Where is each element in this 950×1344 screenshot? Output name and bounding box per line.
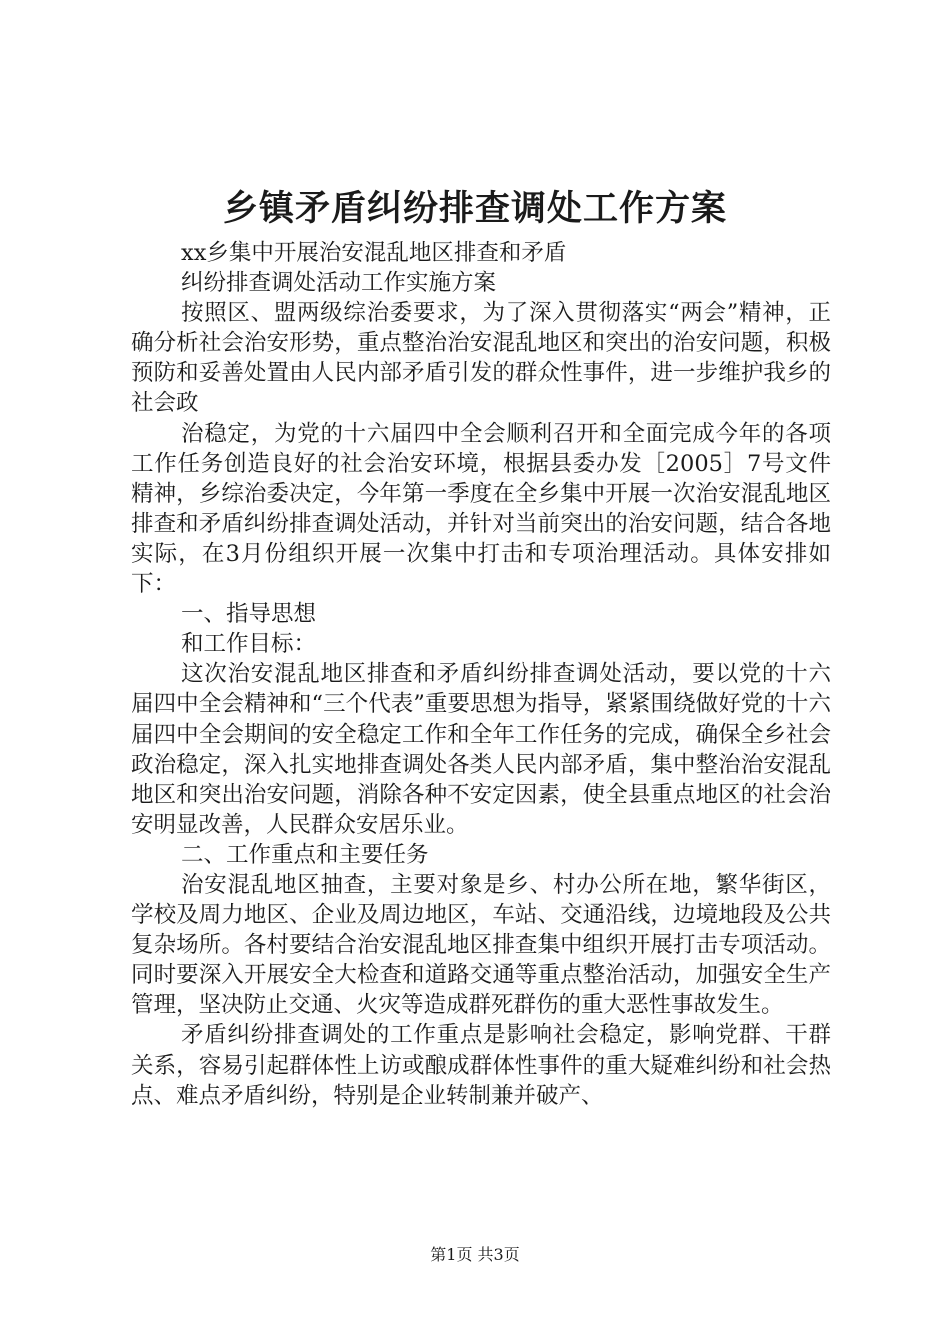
paragraph-guiding-thought: 这次治安混乱地区排查和矛盾纠纷排查调处活动，要以党的十六届四中全会精神和“三个代表”重要思想为指导，紧紧围绕做好党的十六届四中全会期间的安全稳定工作和全年工作任务的完成，确保全乡社会政治稳定，深入扎实地排查调处各类人民内部矛盾，集中整治治安混乱地区和突出治安问题，消除各种不安定因素，使全县重点地区的社会治安明显改善，人民群众安居乐业。: [131, 661, 831, 838]
paragraph-heading-line-1: xx乡集中开展治安混乱地区排查和矛盾: [181, 240, 567, 266]
page-number-footer: 第1页 共3页: [430, 1245, 520, 1264]
paragraph-heading-line-2: 纠纷排查调处活动工作实施方案: [181, 270, 497, 297]
paragraph-intro: 按照区、盟两级综治委要求，为了深入贯彻落实“两会”精神，正确分析社会治安形势，重点整治治安混乱地区和突出的治安问题，积极预防和妥善处置由人民内部矛盾引发的群众性事件，进一步维护我乡的社会政: [131, 300, 831, 417]
document-title: 乡镇矛盾纠纷排查调处工作方案: [222, 188, 727, 229]
section-heading-1-continued: 和工作目标：: [181, 631, 317, 658]
section-heading-2: 二、工作重点和主要任务: [181, 841, 429, 868]
paragraph-intro-continued: 治稳定，为党的十六届四中全会顺利召开和全面完成今年的各项工作任务创造良好的社会治安环境，根据县委办发［2005］7号文件精神，乡综治委决定，今年第一季度在全乡集中开展一次治安混乱地区排查和矛盾纠纷排查调处活动，并针对当前突出的治安问题，结合各地实际，在3月份组织开展一次集中打击和专项治理活动。具体安排如下：: [131, 420, 831, 598]
section-heading-1: 一、指导思想: [181, 601, 317, 628]
paragraph-dispute-focus: 矛盾纠纷排查调处的工作重点是影响社会稳定，影响党群、干群关系，容易引起群体性上访或酿成群体性事件的重大疑难纠纷和社会热点、难点矛盾纠纷，特别是企业转制兼并破产、: [131, 1022, 831, 1109]
paragraph-key-areas: 治安混乱地区抽查，主要对象是乡、村办公所在地，繁华街区，学校及周力地区、企业及周边地区，车站、交通沿线，边境地段及公共复杂场所。各村要结合治安混乱地区排查集中组织开展打击专项活动。同时要深入开展安全大检查和道路交通等重点整治活动，加强安全生产管理，坚决防止交通、火灾等造成群死群伤的重大恶性事故发生。: [131, 871, 831, 1019]
document-body: [131, 238, 831, 1111]
